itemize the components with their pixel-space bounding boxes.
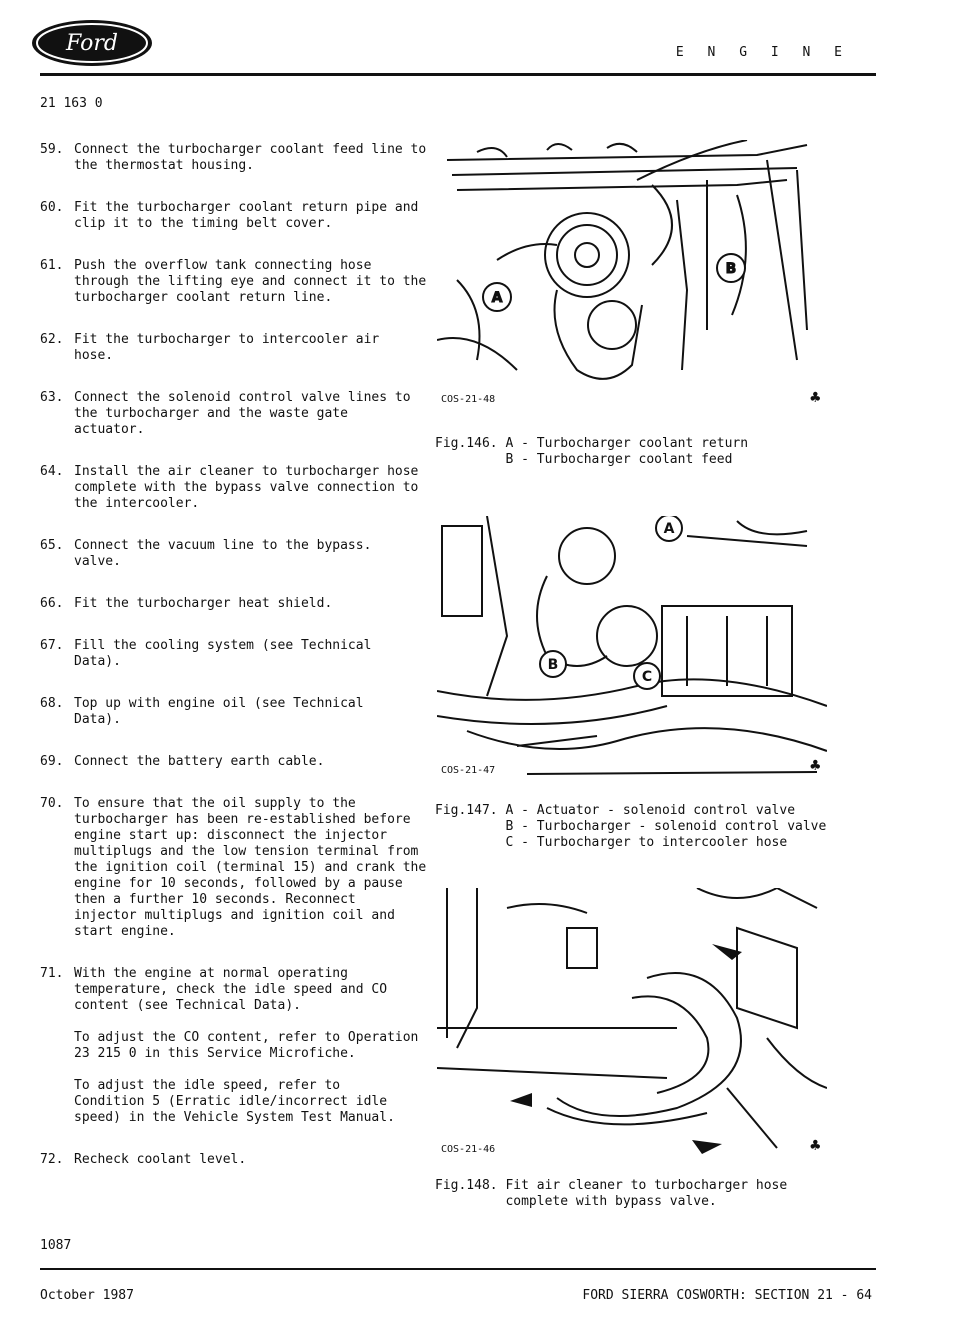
step-paragraph: Connect the turbocharger coolant feed line to the thermostat housing.	[74, 142, 427, 173]
brand-wordmark: Ford	[66, 31, 118, 56]
header-rule	[40, 73, 876, 76]
step-paragraph: Connect the solenoid control valve lines to the turbocharger and the waste gate actuator.	[74, 390, 411, 437]
figure-148-photo	[437, 888, 827, 1158]
procedure-step	[40, 142, 430, 174]
step-text	[74, 332, 430, 364]
step-number: 67.	[40, 638, 64, 653]
footer-date: October 1987	[40, 1288, 134, 1303]
step-text	[74, 538, 430, 570]
step-number: 72.	[40, 1152, 64, 1167]
procedure-step	[40, 696, 430, 728]
procedure-step	[40, 1152, 430, 1168]
section-title: E N G I N E	[675, 45, 850, 60]
callout-a: A	[491, 290, 503, 306]
figure-146-photo	[437, 140, 827, 405]
procedure-step	[40, 390, 430, 438]
step-number: 59.	[40, 142, 64, 157]
step-text	[74, 1152, 430, 1168]
step-text	[74, 754, 430, 770]
step-text	[74, 966, 430, 1126]
step-paragraph: Connect the vacuum line to the bypass. valve.	[74, 538, 372, 569]
step-number: 62.	[40, 332, 64, 347]
procedure-step	[40, 258, 430, 306]
step-text	[74, 258, 430, 306]
procedure-step	[40, 200, 430, 232]
north-arrow-icon: ♣	[809, 390, 822, 405]
step-paragraph: To adjust the CO content, refer to Operation 23 215 0 in this Service Microfiche.	[74, 1030, 419, 1061]
step-text	[74, 200, 430, 232]
step-paragraph: Fit the turbocharger coolant return pipe and clip it to the timing belt cover.	[74, 200, 419, 231]
figure-code: COS-21-47	[441, 765, 496, 776]
footer-rule	[40, 1268, 876, 1270]
ford-logo	[30, 18, 154, 68]
step-number: 66.	[40, 596, 64, 611]
north-arrow-icon: ♣	[809, 758, 822, 774]
step-paragraph: To ensure that the oil supply to the turbocharger has been re-established before engine start up: disconnect the injector multiplugs and the low tension terminal from the ignition coil (terminal 15) and crank the engine for 10 seconds, followed by a pause then a further 10 seconds. Reconnect injector multiplugs and ignition coil and start engine.	[74, 796, 427, 939]
procedure-step	[40, 796, 430, 940]
callout-b: B	[725, 261, 737, 277]
procedure-steps	[40, 142, 430, 1194]
figure-146-caption: Fig.146. A - Turbocharger coolant return B - Turbocharger coolant feed	[435, 436, 749, 467]
callout-a: A	[663, 521, 675, 537]
figure-148-caption: Fig.148. Fit air cleaner to turbocharger hose complete with bypass valve.	[435, 1178, 788, 1209]
step-number: 71.	[40, 966, 64, 981]
step-text	[74, 142, 430, 174]
page-number: 1087	[40, 1238, 72, 1253]
step-number: 68.	[40, 696, 64, 711]
operation-number: 21 163 0	[40, 96, 103, 111]
figure-147-caption: Fig.147. A - Actuator - solenoid control valve B - Turbocharger - solenoid control valve C - Turbocharger to intercooler hose	[435, 803, 827, 850]
procedure-step	[40, 638, 430, 670]
procedure-step	[40, 332, 430, 364]
step-text	[74, 638, 430, 670]
figure-code: COS-21-48	[441, 394, 496, 405]
procedure-step	[40, 754, 430, 770]
step-paragraph: To adjust the idle speed, refer to Condition 5 (Erratic idle/incorrect idle speed) in the Vehicle System Test Manual.	[74, 1078, 395, 1125]
callout-c: C	[641, 669, 653, 685]
step-number: 64.	[40, 464, 64, 479]
step-number: 70.	[40, 796, 64, 811]
step-paragraph: Install the air cleaner to turbocharger hose complete with the bypass valve connection to the intercooler.	[74, 464, 419, 511]
step-paragraph: Connect the battery earth cable.	[74, 754, 325, 769]
procedure-step	[40, 464, 430, 512]
figure-147-photo	[437, 516, 827, 776]
footer-title: FORD SIERRA COSWORTH: SECTION 21 - 64	[582, 1288, 872, 1303]
step-paragraph: Fit the turbocharger heat shield.	[74, 596, 333, 611]
step-paragraph: Push the overflow tank connecting hose through the lifting eye and connect it to the turbocharger coolant return line.	[74, 258, 427, 305]
step-number: 60.	[40, 200, 64, 215]
procedure-step	[40, 596, 430, 612]
step-paragraph: Top up with engine oil (see Technical Data).	[74, 696, 364, 727]
step-number: 65.	[40, 538, 64, 553]
step-number: 63.	[40, 390, 64, 405]
step-number: 61.	[40, 258, 64, 273]
procedure-step	[40, 966, 430, 1126]
step-text	[74, 596, 430, 612]
step-paragraph: With the engine at normal operating temperature, check the idle speed and CO content (see Technical Data).	[74, 966, 388, 1013]
step-text	[74, 464, 430, 512]
north-arrow-icon: ♣	[809, 1138, 822, 1154]
step-text	[74, 390, 430, 438]
step-paragraph: Recheck coolant level.	[74, 1152, 247, 1167]
step-paragraph: Fill the cooling system (see Technical Data).	[74, 638, 372, 669]
callout-b: B	[547, 657, 559, 673]
step-text	[74, 696, 430, 728]
procedure-step	[40, 538, 430, 570]
step-text	[74, 796, 430, 940]
step-paragraph: Fit the turbocharger to intercooler air hose.	[74, 332, 380, 363]
step-number: 69.	[40, 754, 64, 769]
figure-code: COS-21-46	[441, 1144, 496, 1155]
